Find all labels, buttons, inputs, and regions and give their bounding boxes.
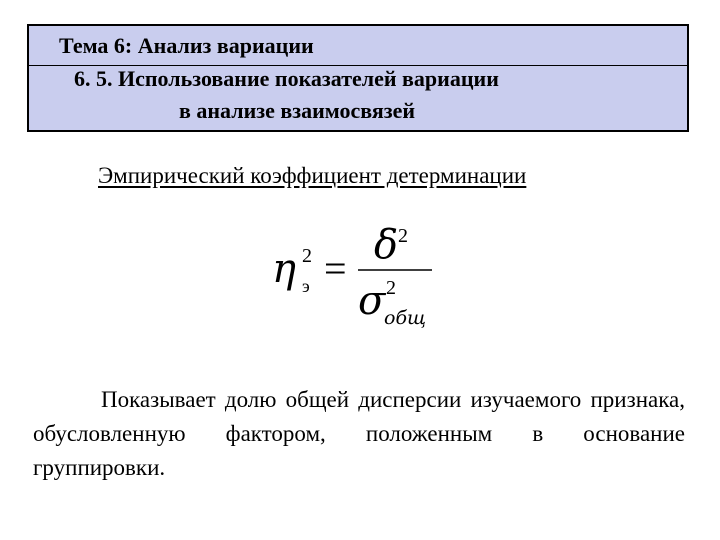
sigma-symbol: σ (358, 278, 386, 324)
sigma-superscript: 2 (386, 277, 396, 299)
header-box (27, 24, 689, 132)
sigma-subscript: общ (384, 307, 427, 329)
delta-superscript: 2 (398, 225, 408, 247)
formula-heading: Эмпирический коэффициент детерминации (98, 163, 527, 188)
determination-coefficient-formula (262, 210, 462, 340)
eta-superscript: 2 (302, 245, 312, 267)
section-title: 6. 5. Использование показателей вариации (74, 66, 499, 91)
equals-sign: = (324, 246, 347, 291)
formula-svg (262, 210, 462, 340)
description-paragraph: Показывает долю общей дисперсии изучаемого признака, обусловленную фактором, положенным в основание группировки. (33, 387, 685, 480)
topic-title: Тема 6: Анализ вариации (59, 33, 314, 58)
section-title-continued: в анализе взаимосвязей (179, 98, 416, 123)
delta-symbol: δ (374, 222, 399, 268)
eta-symbol: η (272, 246, 296, 292)
eta-subscript: э (302, 276, 310, 296)
